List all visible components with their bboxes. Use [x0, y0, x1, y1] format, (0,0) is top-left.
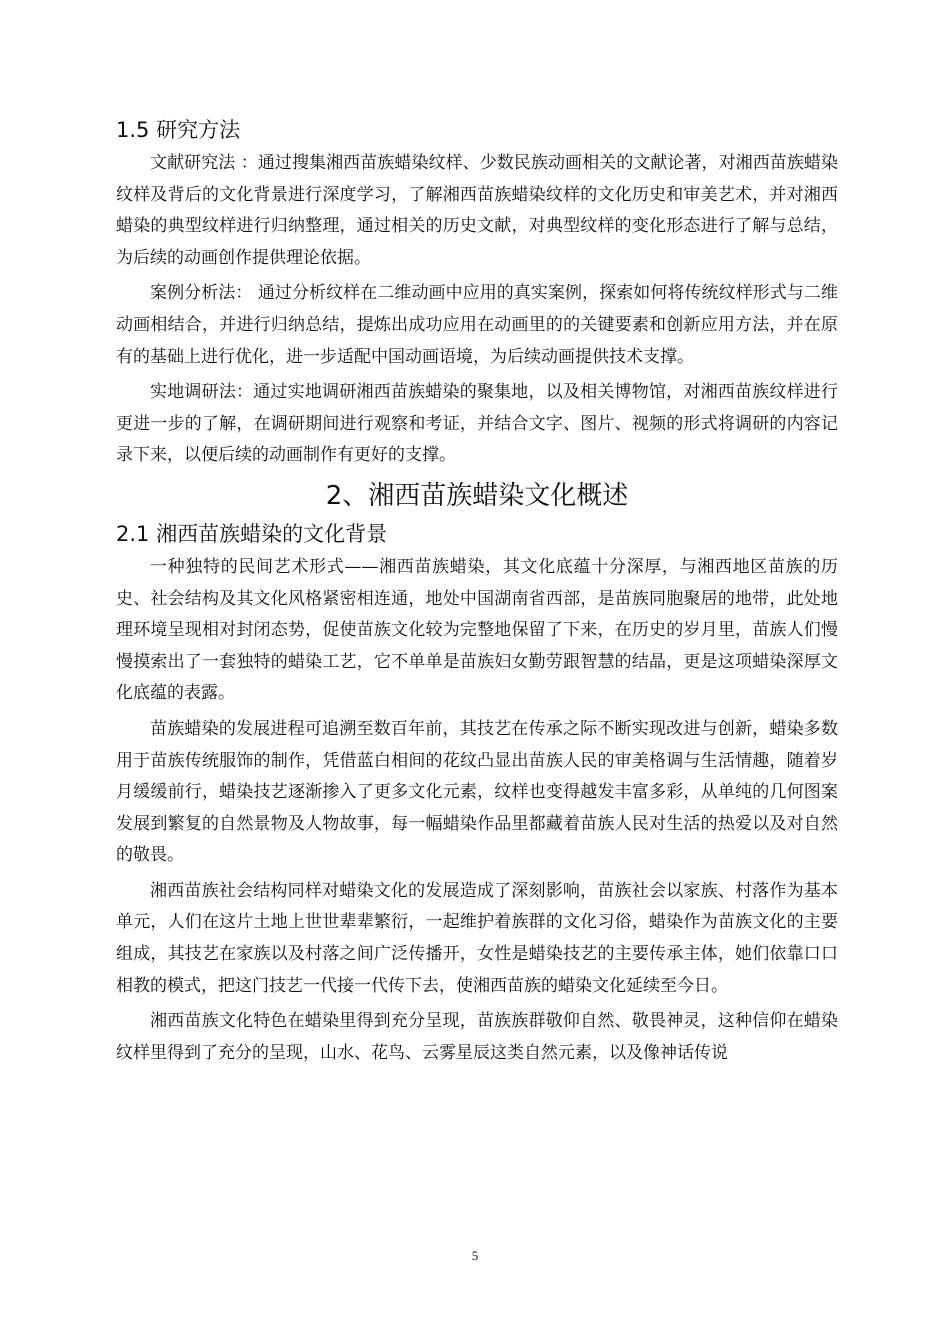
- chapter-title-2: 2、湘西苗族蜡染文化概述: [325, 480, 629, 511]
- section-heading-2-1: 2.1 湘西苗族蜡染的文化背景: [116, 521, 388, 546]
- paragraph-case-analysis-method: 案例分析法： 通过分析纹样在二维动画中应用的真实案例，探索如何将传统纹样形式与二维动画相结合，并进行归纳总结，提炼出成功应用在动画里的的关键要素和创新应用方法，并在原有的基础上进行优化，进一步适配中国动画语境，为后续动画提供技术支撑。: [116, 283, 838, 367]
- paragraph-batik-history: 苗族蜡染的发展进程可追溯至数百年前，其技艺在传承之际不断实现改进与创新，蜡染多数用于苗族传统服饰的制作，凭借蓝白相间的花纹凸显出苗族人民的审美格调与生活情趣，随着岁月缓缓前行，蜡染技艺逐渐掺入了更多文化元素，纹样也变得越发丰富多彩，从单纯的几何图案发展到繁复的自然景物及人物故事，每一幅蜡染作品里都藏着苗族人民对生活的热爱以及对自然的敬畏。: [116, 718, 838, 866]
- paragraph-social-structure: 湘西苗族社会结构同样对蜡染文化的发展造成了深刻影响，苗族社会以家族、村落作为基本单元，人们在这片土地上世世辈辈繁衍，一起维护着族群的文化习俗，蜡染作为苗族文化的主要组成，其技艺在家族以及村落之间广泛传播开，女性是蜡染技艺的主要传承主体，她们依靠口口相教的模式，把这门技艺一代接一代传下去，使湘西苗族的蜡染文化延续至今日。: [116, 880, 838, 996]
- paragraph-field-research-method: 实地调研法：通过实地调研湘西苗族蜡染的聚集地，以及相关博物馆，对湘西苗族纹样进行更进一步的了解，在调研期间进行观察和考证，并结合文字、图片、视频的形式将调研的内容记录下来，以便后续的动画制作有更好的支撑。: [116, 382, 838, 466]
- paragraph-literature-method: 文献研究法 ：通过搜集湘西苗族蜡染纹样、少数民族动画相关的文献论著，对湘西苗族蜡染纹样及背后的文化背景进行深度学习，了解湘西苗族蜡染纹样的文化历史和审美艺术，并对湘西蜡染的典型纹样进行归纳整理，通过相关的历史文献，对典型纹样的变化形态进行了解与总结，为后续的动画创作提供理论依据。: [116, 153, 838, 268]
- page-content: [116, 112, 838, 1073]
- paragraph-cultural-features: 湘西苗族文化特色在蜡染里得到充分呈现，苗族族群敬仰自然、敬畏神灵，这种信仰在蜡染纹样里得到了充分的呈现，山水、花鸟、云雾星辰这类自然元素，以及像神话传说: [116, 1011, 838, 1063]
- section-heading-1-5: 1.5 研究方法: [116, 118, 241, 142]
- paragraph-batik-intro: 一种独特的民间艺术形式——湘西苗族蜡染，其文化底蕴十分深厚，与湘西地区苗族的历史、社会结构及其文化风格紧密相连通，地处中国湖南省西部，是苗族同胞聚居的地带，此处地理环境呈现相对封闭态势，促使苗族文化较为完整地保留了下来，在历史的岁月里，苗族人们慢慢摸索出了一套独特的蜡染工艺，它不单单是苗族妇女勤劳跟智慧的结晶，更是这项蜡染深厚文化底蕴的表露。: [116, 556, 838, 704]
- page-number: 5: [471, 1248, 479, 1263]
